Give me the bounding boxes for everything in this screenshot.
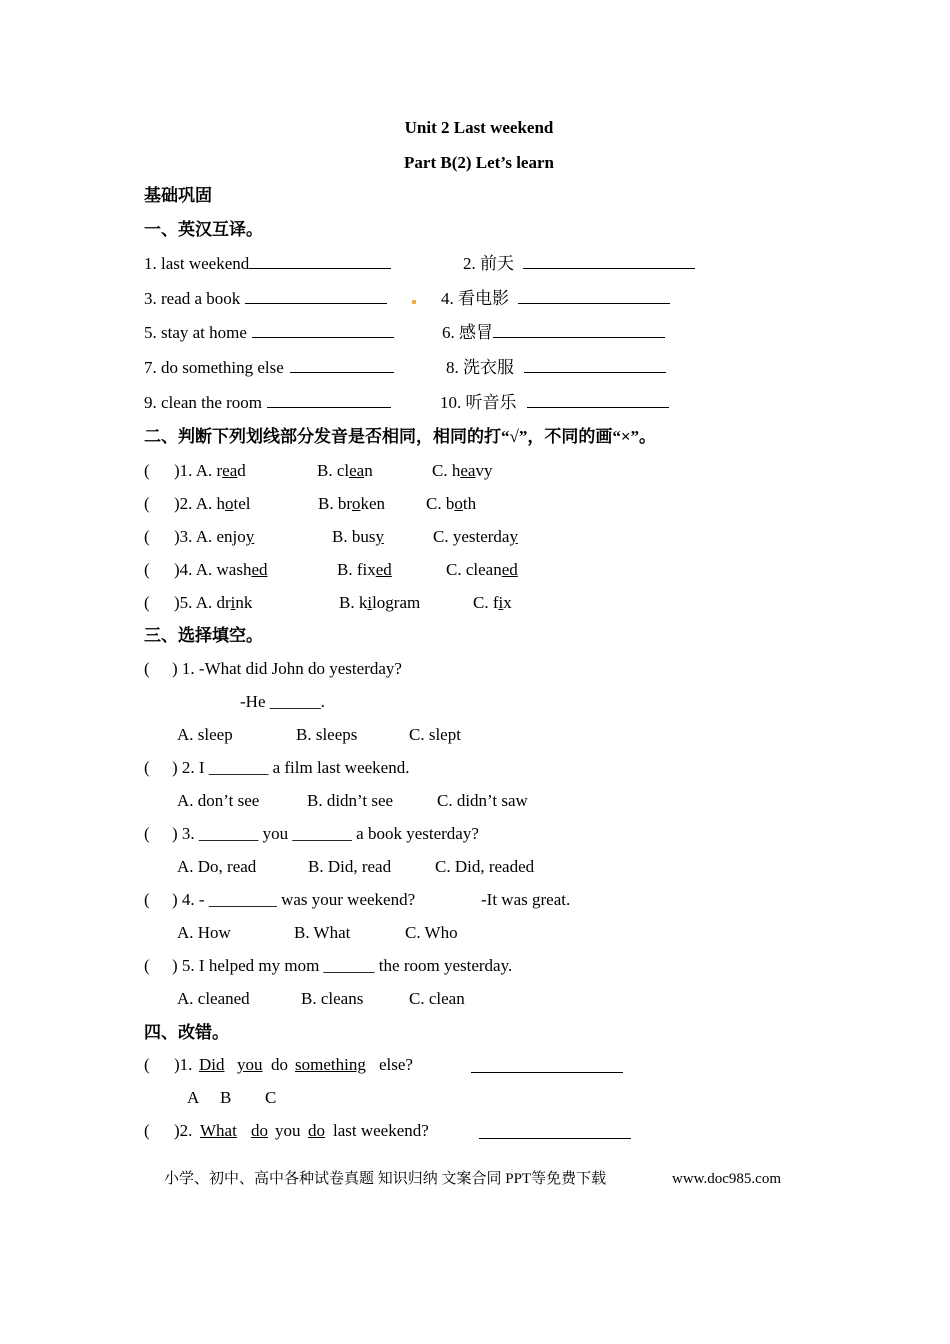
page-title: Unit 2 Last weekend [404,118,554,137]
answer-blank [267,392,391,408]
option-a: A. sleep [177,725,233,744]
part-b: do [251,1121,268,1140]
option-c: C. both [426,494,477,513]
option-b: B. broken [318,494,386,513]
option-c: C. fix [473,593,512,612]
option-a: A. don’t see [177,791,260,810]
answer-blank [493,322,665,338]
section-3-heading: 三、选择填空。 [144,626,263,645]
answer-blank [249,253,391,269]
translate-item-7 [144,357,394,378]
translate-item-10 [440,392,669,413]
paren-open: ( [144,890,150,909]
answer-blank [245,288,387,304]
answer-blank [527,392,669,408]
option-c: C. clean [409,989,465,1008]
option-c: C. yesterday [433,527,518,546]
paren-open: ( [144,461,150,480]
translate-item-8 [446,357,666,378]
question-4-reply: -It was great. [481,890,571,909]
part-c: something [295,1055,366,1074]
part-a: What [200,1121,237,1140]
part-c: do [308,1121,325,1140]
option-c: C. Did, readed [435,857,535,876]
option-a: )2. A. hotel [174,494,251,513]
item-text: 4. 看电影 [441,289,509,308]
item-text: 10. 听音乐 [440,393,517,412]
item-text: 7. do something else [144,358,284,377]
question-number: )1. [174,1055,193,1074]
option-a: A. cleaned [177,989,250,1008]
answer-blank [290,357,394,373]
question-text: ) 2. I _______ a film last weekend. [172,758,410,777]
option-b: B. cleans [301,989,364,1008]
item-text: 3. read a book [144,289,241,308]
paren-open: ( [144,593,150,612]
answer-blank [524,357,666,373]
question-text: ) 3. _______ you _______ a book yesterday? [172,824,479,843]
option-a: A. Do, read [177,857,257,876]
option-c: C. didn’t saw [437,791,528,810]
item-text: 5. stay at home [144,323,247,342]
option-b: B. kilogram [339,593,421,612]
option-c: C. cleaned [446,560,518,579]
option-a: )1. A. read [174,461,246,480]
option-b: B. sleeps [296,725,358,744]
footer-url[interactable]: www.doc985.com [672,1171,782,1187]
option-c: C. heavy [432,461,493,480]
option-b: B. What [294,923,351,942]
question-text: ) 5. I helped my mom ______ the room yesterday. [172,956,513,975]
translate-item-2 [463,253,695,274]
paren-open: ( [144,1121,150,1140]
option-a: A. How [177,923,231,942]
option-b: B. busy [332,527,384,546]
word: do [271,1055,288,1074]
letter-b: B [220,1088,232,1107]
footer-text: 小学、初中、高中各种试卷真题 知识归纳 文案合同 PPT等免费下载 [164,1171,607,1187]
question-number: )2. [174,1121,193,1140]
question-text: ) 1. -What did John do yesterday? [172,659,402,678]
paren-open: ( [144,956,150,975]
section-2-heading: 二、判断下列划线部分发音是否相同，相同的打“√”，不同的画“×”。 [144,427,657,446]
paren-open: ( [144,494,150,513]
translate-item-1 [144,253,391,274]
option-a: )5. A. drink [174,593,253,612]
paren-open: ( [144,1055,150,1074]
paren-open: ( [144,758,150,777]
answer-blank [479,1123,631,1139]
page-subtitle: Part B(2) Let’s learn [404,153,554,172]
option-b: B. didn’t see [307,791,394,810]
option-a: )4. A. washed [174,560,268,579]
part-a: Did [199,1055,225,1074]
word: else? [379,1055,413,1074]
paren-open: ( [144,527,150,546]
option-b: B. Did, read [308,857,392,876]
item-text: 6. 感冒 [442,323,493,342]
section-4-heading: 四、改错。 [144,1023,229,1042]
option-c: C. Who [405,923,458,942]
item-text: 8. 洗衣服 [446,358,514,377]
option-a: )3. A. enjoy [174,527,255,546]
answer-blank [523,253,695,269]
answer-blank [518,288,670,304]
paren-open: ( [144,659,150,678]
question-1-reply: -He ______. [240,692,325,711]
word: you [275,1121,301,1140]
item-text: 2. 前天 [463,254,514,273]
item-text: 9. clean the room [144,393,263,412]
part-b: you [237,1055,263,1074]
answer-blank [471,1057,623,1073]
stray-dot [412,300,416,304]
letter-c: C [265,1088,277,1107]
paren-open: ( [144,560,150,579]
section-1-heading: 一、英汉互译。 [144,220,263,239]
item-text: 1. last weekend [144,254,250,273]
translate-item-5 [144,322,394,343]
translate-item-4 [441,288,670,309]
letter-a: A [187,1088,200,1107]
option-c: C. slept [409,725,461,744]
translate-item-6 [442,322,665,343]
answer-blank [252,322,394,338]
question-text: ) 4. - ________ was your weekend? [172,890,416,909]
option-b: B. fixed [337,560,392,579]
translate-item-3 [144,288,387,309]
option-b: B. clean [317,461,373,480]
word: last weekend? [333,1121,429,1140]
translate-item-9 [144,392,391,413]
section-basic-heading: 基础巩固 [144,186,212,205]
paren-open: ( [144,824,150,843]
